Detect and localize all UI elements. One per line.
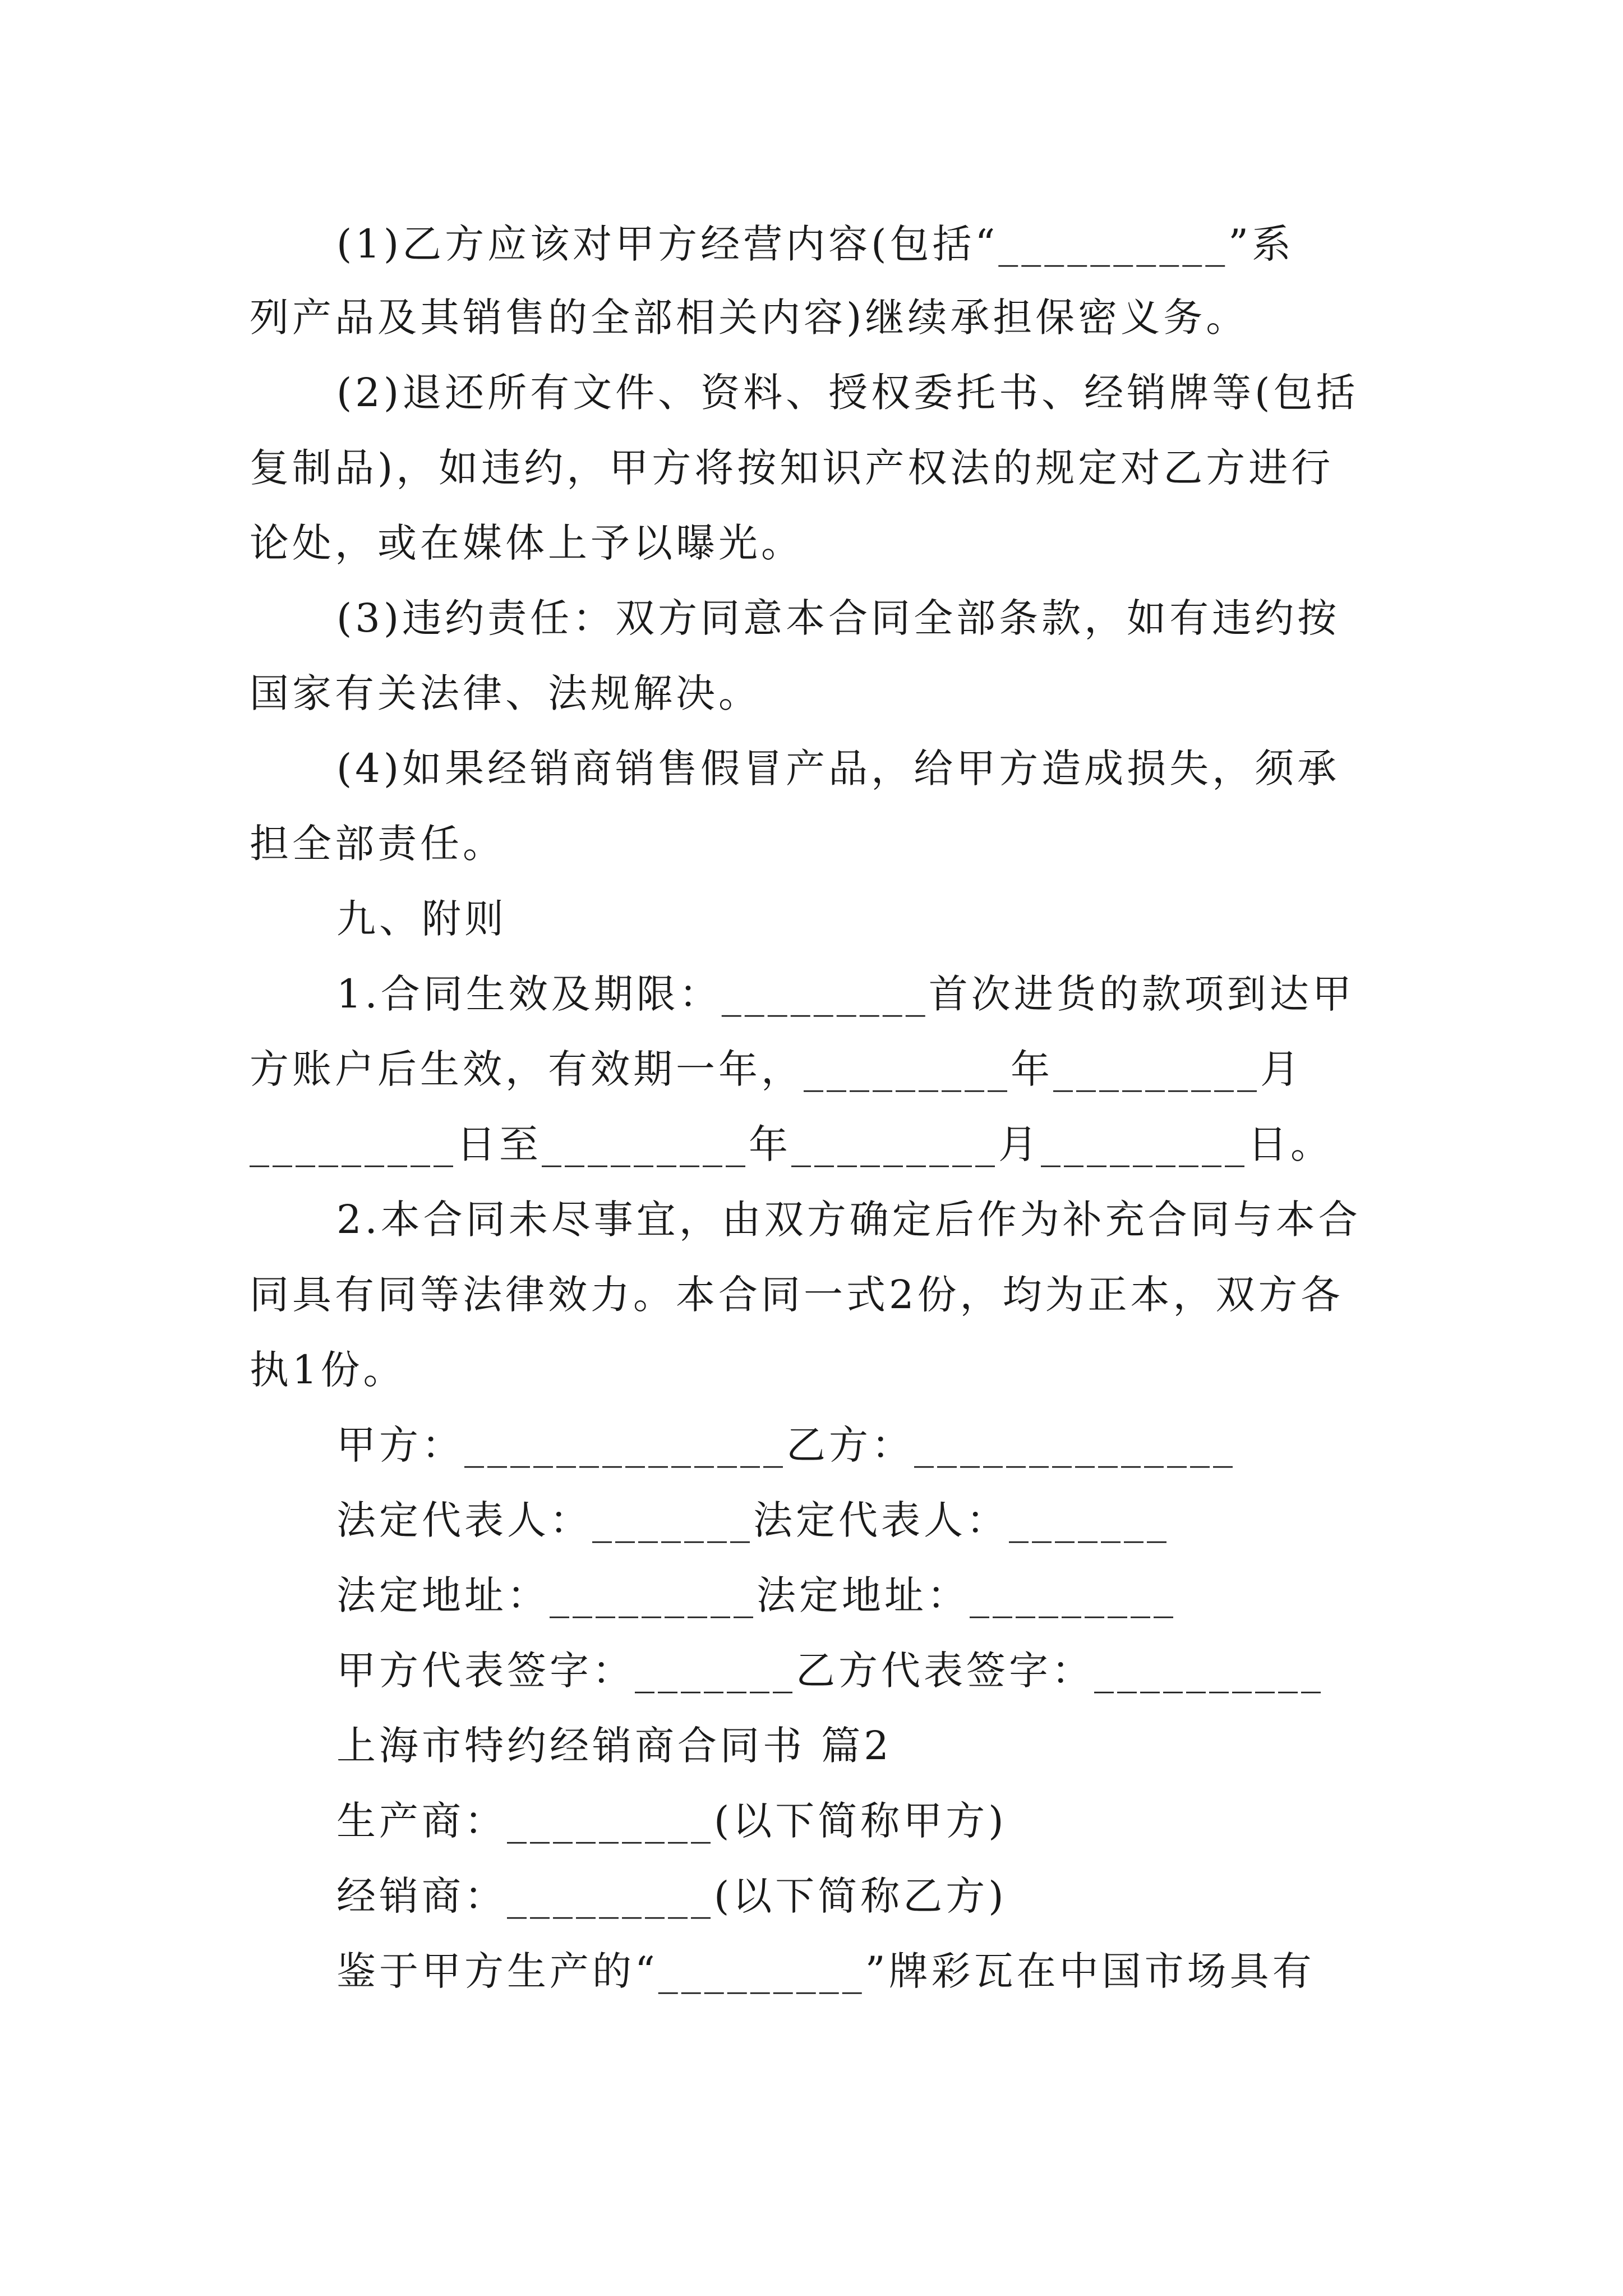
paragraph-line: 担全部责任。 (250, 821, 505, 867)
signature-party: 甲方：______________乙方：______________ (336, 1422, 1236, 1468)
paragraph-line: 方账户后生效，有效期一年，_________年_________月 (250, 1046, 1303, 1092)
section2-title: 上海市特约经销商合同书 篇2 (336, 1723, 892, 1769)
paragraph-line: (3)违约责任：双方同意本合同全部条款，如有违约按 (336, 595, 1340, 641)
paragraph-line: (4)如果经销商销售假冒产品，给甲方造成损失，须承 (336, 746, 1340, 792)
signature-legal-rep: 法定代表人：_______法定代表人：_______ (336, 1497, 1170, 1543)
paragraph-line: 论处，或在媒体上予以曝光。 (250, 520, 804, 566)
paragraph-line: 国家有关法律、法规解决。 (250, 670, 761, 716)
paragraph-line: 列产品及其销售的全部相关内容)继续承担保密义务。 (250, 295, 1249, 341)
signature-rep-sign: 甲方代表签字：_______乙方代表签字：__________ (336, 1648, 1324, 1694)
section2-intro: 鉴于甲方生产的“_________”牌彩瓦在中国市场具有 (336, 1948, 1315, 1994)
section-heading: 九、附则 (336, 896, 507, 942)
paragraph-line: 执1份。 (250, 1347, 406, 1393)
paragraph-line: 1.合同生效及期限：_________首次进货的款项到达甲 (336, 971, 1355, 1017)
paragraph-line: (1)乙方应该对甲方经营内容(包括“__________”系 (336, 221, 1295, 267)
paragraph-line: 同具有同等法律效力。本合同一式2份，均为正本，双方各 (250, 1272, 1344, 1318)
section2-dealer: 经销商：_________(以下简称乙方) (336, 1873, 1007, 1919)
paragraph-line: _________日至_________年_________月_________日。 (250, 1121, 1333, 1167)
paragraph-line: (2)退还所有文件、资料、授权委托书、经销牌等(包括 (336, 370, 1359, 416)
paragraph-line: 复制品)，如违约，甲方将按知识产权法的规定对乙方进行 (250, 445, 1334, 491)
signature-legal-address: 法定地址：_________法定地址：_________ (336, 1572, 1177, 1618)
paragraph-line: 2.本合同未尽事宜，由双方确定后作为补充合同与本合 (336, 1197, 1361, 1243)
section2-producer: 生产商：_________(以下简称甲方) (336, 1798, 1007, 1844)
